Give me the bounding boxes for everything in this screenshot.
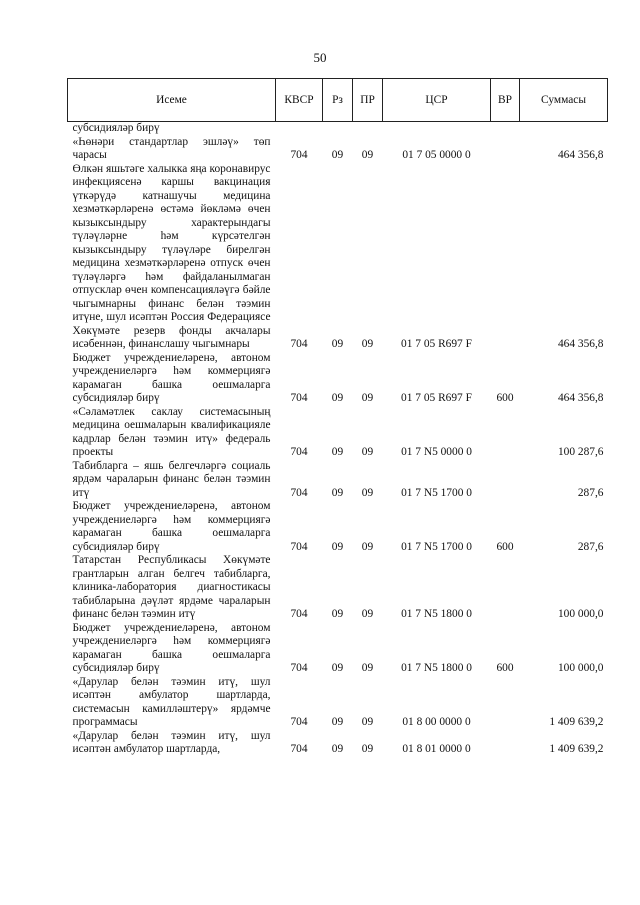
cell-sum: 1 409 639,2 [549,716,604,728]
table-row [68,122,608,136]
cell-pr: 09 [361,338,374,350]
cell-sum: 287,6 [577,486,604,499]
header-sum: Суммасы [520,79,608,122]
budget-table [67,78,608,757]
cell-csr: 01 7 N5 1800 0 [401,662,472,674]
cell-csr: 01 7 N5 1800 0 [401,608,472,620]
cell-rz: 09 [331,338,344,350]
cell-csr: 01 7 N5 1700 0 [401,486,472,499]
cell-kvsr: 704 [290,149,308,161]
cell-kvsr: 704 [290,662,308,674]
cell-vr [491,406,520,460]
table-header-row [68,79,608,122]
cell-vr [491,122,520,136]
cell-sum: 287,6 [577,540,604,553]
table-row [68,554,608,622]
header-csr: ЦСР [383,79,491,122]
cell-csr [383,122,491,136]
cell-rz [323,122,353,136]
cell-csr: 01 7 05 R697 F [401,338,472,350]
header-vr: ВР [491,79,520,122]
cell-csr: 01 8 01 0000 0 [402,743,471,755]
cell-name: Бюджет учреждениеләренә, автоном учреждениеләргә һәм коммерциягә карамаган башка оешмаларга субсидияләр бирү [72,500,271,553]
cell-sum: 100 287,6 [557,446,604,458]
cell-vr [491,163,520,352]
cell-rz: 09 [331,743,344,755]
cell-sum [520,122,608,136]
cell-pr: 09 [361,743,374,755]
cell-kvsr: 704 [290,608,308,620]
table-row [68,406,608,460]
cell-pr: 09 [361,716,374,728]
cell-sum: 464 356,8 [557,149,604,161]
cell-vr: 600 [496,540,514,553]
cell-kvsr: 704 [290,716,308,728]
cell-rz: 09 [331,149,344,161]
cell-name: Бюджет учреждениеләренә, автоном учреждениеләргә һәм коммерциягә карамаган башка оешмаларга субсидияләр бирү [72,351,271,404]
cell-sum: 1 409 639,2 [549,743,604,755]
cell-pr: 09 [361,149,374,161]
cell-vr [491,730,520,757]
cell-sum: 100 000,0 [557,662,604,674]
cell-rz: 09 [331,486,344,499]
table-row [68,676,608,730]
table-row [68,622,608,676]
cell-csr: 01 8 00 0000 0 [402,716,471,728]
cell-name: «Дарулар белән тәэмин итү, шул исәптән амбулатор шартларда, системасын камилләштерү» ярдәмче программасы [72,675,271,728]
cell-vr: 600 [496,392,514,404]
cell-name: Табибларга – яшь белгечләргә социаль ярдәм чараларын финанс белән тәэмин итү [72,459,271,499]
table-row [68,460,608,501]
header-name: Исеме [68,79,276,122]
cell-csr: 01 7 N5 1700 0 [401,540,472,553]
cell-pr: 09 [361,662,374,674]
cell-rz: 09 [331,608,344,620]
cell-sum: 100 000,0 [557,608,604,620]
table-row [68,136,608,163]
table-row [68,163,608,352]
cell-name: Өлкән яшьтәге халыкка яңа коронавирус инфекциясенә каршы вакцинация үткәрүдә катнашучы медицина хезмәткәрләренә өстәмә йөкләмә өчен кызыксындыру характерындагы түләүләрне һәм күрсәтелгән кызыксындыру түләүләре бирелгән медицина хезмәткәрләренә отпуск өчен түләүләргә һәм файдаланылмаган отпусклар өчен компенсацияләүгә бәйле чыгымнарны финанс белән тәэмин итүне, шул исәптән Россия Федерациясе Хөкүмәте резерв фонды акчалары исәбеннән, финанслашу чыгымнары [72,162,271,350]
cell-rz: 09 [331,662,344,674]
cell-csr: 01 7 05 R697 F [401,392,472,404]
cell-vr [491,460,520,501]
cell-kvsr: 704 [290,486,308,499]
cell-name: «Һөнәри стандартлар эшләү» төп чарасы [72,135,271,161]
cell-rz: 09 [331,540,344,553]
cell-pr: 09 [361,392,374,404]
table-row [68,352,608,406]
cell-vr: 600 [496,662,514,674]
cell-vr [491,676,520,730]
cell-csr: 01 7 N5 0000 0 [401,446,472,458]
cell-name: Татарстан Республикасы Хөкүмәте грантларын алган белгеч табибларга, клиника-лаборатория диагностикасы табибларына дәүләт ярдәме чараларын финанс белән тәэмин итү [72,554,271,620]
cell-kvsr: 704 [290,392,308,404]
cell-kvsr: 704 [290,540,308,553]
cell-pr: 09 [361,608,374,620]
cell-kvsr: 704 [290,743,308,755]
cell-kvsr [276,122,323,136]
cell-name: субсидияләр бирү [72,122,160,134]
cell-vr [491,554,520,622]
header-rz: Рз [323,79,353,122]
table-row [68,730,608,757]
cell-name: Бюджет учреждениеләренә, автоном учреждениеләргә һәм коммерциягә карамаган башка оешмаларга субсидияләр бирү [72,621,271,674]
cell-name: «Сәламәтлек саклау системасының медицина оешмаларын квалификацияле кадрлар белән тәэмин итү» федераль проекты [72,405,271,458]
cell-kvsr: 704 [290,338,308,350]
cell-vr [491,136,520,163]
cell-pr [353,122,383,136]
cell-kvsr: 704 [290,446,308,458]
cell-sum: 464 356,8 [557,392,604,404]
header-pr: ПР [353,79,383,122]
cell-sum: 464 356,8 [557,338,604,350]
cell-csr: 01 7 05 0000 0 [402,149,471,161]
cell-pr: 09 [361,540,374,553]
cell-rz: 09 [331,392,344,404]
table-row [68,500,608,554]
cell-pr: 09 [361,446,374,458]
header-kvsr: КВСР [276,79,323,122]
cell-rz: 09 [331,716,344,728]
cell-rz: 09 [331,446,344,458]
cell-name: «Дарулар белән тәэмин итү, шул исәптән амбулатор шартларда, [72,729,271,755]
cell-pr: 09 [361,486,374,499]
page-number: 50 [313,50,327,65]
